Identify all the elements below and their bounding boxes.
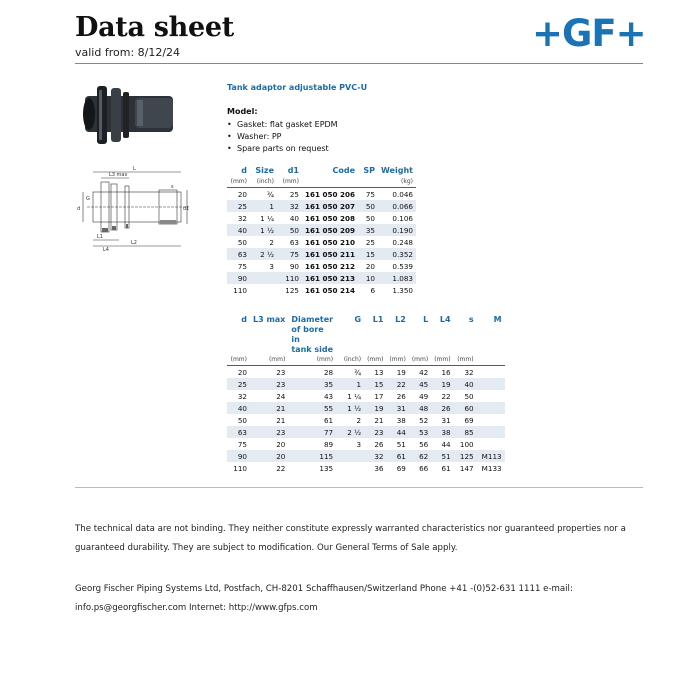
table-cell: 32	[454, 366, 477, 379]
dimension-table-1	[227, 164, 416, 296]
table-cell: 55	[288, 402, 336, 414]
table-cell: 0.106	[392, 213, 413, 223]
table-row	[227, 260, 416, 272]
table-cell: 90	[289, 261, 299, 271]
col-unit: (kg)	[401, 178, 413, 185]
table-cell: 10	[358, 272, 378, 284]
table-cell: 22	[441, 391, 451, 401]
table-cell: 1 ½	[250, 224, 277, 236]
table-cell: 17	[374, 391, 384, 401]
drawing-label-l4: L4	[103, 247, 109, 252]
col-header: d	[241, 315, 247, 324]
table-row	[227, 236, 416, 248]
table-cell: 1.350	[392, 285, 413, 295]
table-cell: 23	[250, 426, 288, 438]
col-unit	[302, 176, 358, 188]
table-cell: M133	[481, 463, 502, 473]
table-cell: 50	[237, 237, 247, 247]
table-cell: 22	[276, 463, 286, 473]
table-cell: 135	[319, 463, 334, 473]
table-cell: 19	[364, 402, 386, 414]
table-cell: 69	[464, 415, 474, 425]
table-cell: 40	[454, 378, 477, 390]
table-cell: 26	[431, 402, 453, 414]
table-cell	[250, 272, 277, 284]
table-cell: 161 050 210	[305, 237, 356, 247]
col-unit: (inch)	[256, 178, 274, 185]
valid-from: valid from: 8/12/24	[75, 46, 181, 59]
table-cell: 50	[464, 391, 474, 401]
table-cell: 75	[237, 439, 247, 449]
table-cell: 23	[250, 366, 288, 379]
table-cell: 56	[419, 439, 429, 449]
table-cell: 25	[227, 200, 250, 212]
feature-item: • Gasket: flat gasket EPDM	[227, 119, 338, 131]
technical-drawing	[75, 160, 195, 252]
col-unit	[358, 176, 378, 188]
table-row	[227, 450, 505, 462]
table-cell: 40	[227, 224, 250, 236]
col-header: L3 max	[253, 315, 286, 324]
table-cell: 6	[370, 285, 376, 295]
table-row	[227, 438, 505, 450]
table-cell	[477, 402, 505, 414]
table-cell: 15	[364, 378, 386, 390]
table-cell: 35	[288, 378, 336, 390]
table-cell: 21	[250, 402, 288, 414]
col-unit: (mm)	[411, 356, 429, 363]
table-cell: 69	[396, 463, 406, 473]
table-cell: 38	[396, 415, 406, 425]
col-header: L4	[439, 315, 451, 324]
table-cell: 32	[364, 450, 386, 462]
table-cell: 20	[250, 450, 288, 462]
col-header: L	[423, 315, 429, 324]
table-cell: 25	[365, 237, 376, 247]
header-divider	[75, 63, 643, 64]
disclaimer-text: The technical data are not binding. They neither constitute expressly warranted characteristics nor guaranteed properties nor a guaranteed durability. They are subject to modification. Our General Terms of Sale apply.	[75, 524, 626, 553]
table-cell	[477, 414, 505, 426]
col-unit: (mm)	[367, 356, 384, 363]
table-cell	[477, 426, 505, 438]
drawing-label-d1: d1	[183, 206, 190, 212]
col-header: G	[354, 315, 362, 324]
table-cell: 20	[227, 366, 250, 379]
table-cell: 161 050 208	[305, 213, 356, 223]
table-cell: 32	[237, 213, 247, 223]
table-cell: 44	[386, 426, 408, 438]
table-cell: 50	[277, 224, 302, 236]
table-row	[227, 402, 505, 414]
table-cell: 0.190	[378, 224, 416, 236]
drawing-label-l: L	[133, 166, 136, 172]
feature-list	[227, 119, 338, 155]
col-unit	[477, 355, 505, 366]
table-cell: 21	[276, 415, 286, 425]
table-cell: 77	[288, 426, 336, 438]
table-row	[227, 378, 505, 390]
drawing-label-l2: L2	[131, 240, 137, 246]
model-heading: Model:	[227, 107, 258, 116]
col-header: s	[468, 315, 474, 324]
table-cell: 75	[358, 188, 378, 201]
table-cell: 31	[386, 402, 408, 414]
table-row	[227, 212, 416, 224]
product-title: Tank adaptor adjustable PVC-U	[227, 83, 368, 92]
table-cell: 161 050 206	[302, 188, 358, 201]
table-cell: 25	[277, 188, 302, 201]
col-unit: (mm)	[389, 356, 406, 363]
table-cell: 115	[288, 450, 336, 462]
col-header: Weight	[381, 166, 413, 175]
table-cell: 62	[409, 450, 431, 462]
table-cell: 25	[227, 378, 250, 390]
table-cell: 1 ¼	[260, 213, 274, 223]
table-cell: 0.046	[378, 188, 416, 201]
table-row	[227, 462, 505, 474]
col-header: SP	[363, 166, 376, 175]
table-cell: 44	[441, 439, 451, 449]
table-cell: 75	[237, 261, 247, 271]
feature-item: • Washer: PP	[227, 131, 338, 143]
table-cell: 0.352	[378, 248, 416, 260]
table-cell: 26	[396, 391, 406, 401]
table-cell: 16	[431, 366, 453, 379]
table-cell: 45	[409, 378, 431, 390]
table-cell: 26	[374, 439, 384, 449]
table-cell: 0.066	[378, 200, 416, 212]
table-cell: 40	[289, 213, 299, 223]
table-cell: 63	[227, 426, 250, 438]
table-cell: 50	[237, 415, 247, 425]
table-cell	[477, 378, 505, 390]
table-cell: ¾	[250, 188, 277, 201]
dimension-table-2	[227, 315, 505, 474]
table-cell: 161 050 213	[302, 272, 358, 284]
table-cell: 1 ¼	[347, 391, 362, 401]
table-cell: 2 ½	[250, 248, 277, 260]
table-cell: ¾	[336, 366, 364, 379]
col-header: L1	[372, 315, 384, 324]
table-row	[227, 224, 416, 236]
table-cell: 32	[277, 200, 302, 212]
table-cell: 85	[454, 426, 477, 438]
col-unit: (mm)	[434, 356, 451, 363]
table-cell: 2	[356, 415, 362, 425]
feature-item: • Spare parts on request	[227, 143, 338, 155]
table-cell: 50	[358, 200, 378, 212]
col-unit: (mm)	[230, 356, 247, 363]
table-cell: 32	[237, 391, 247, 401]
col-unit: (mm)	[230, 178, 247, 185]
table-cell: 1	[250, 200, 277, 212]
drawing-label-s: s	[171, 184, 174, 190]
table-cell: 110	[233, 285, 247, 295]
table-cell: 100	[459, 439, 474, 449]
table-cell: 1 ½	[336, 402, 364, 414]
table-row	[227, 248, 416, 260]
table-cell: 161 050 212	[305, 261, 356, 271]
table-cell: 161 050 209	[302, 224, 358, 236]
table-cell: 63	[289, 237, 299, 247]
table-cell: 66	[419, 463, 429, 473]
col-header: Size	[255, 166, 274, 175]
table-cell: 35	[358, 224, 378, 236]
col-header: d1	[287, 166, 299, 175]
table-cell: 89	[323, 439, 334, 449]
drawing-label-d: d	[77, 206, 81, 212]
product-photo	[75, 82, 185, 150]
table-cell: 125	[285, 285, 299, 295]
col-unit: (inch)	[343, 356, 362, 363]
gf-logo: +GF+	[532, 12, 646, 55]
table-cell: 3	[356, 439, 362, 449]
table-cell: 23	[250, 378, 288, 390]
table-cell: 63	[227, 248, 250, 260]
table-row	[227, 414, 505, 426]
table-row	[227, 426, 505, 438]
table-cell: 61	[386, 450, 408, 462]
col-unit: (mm)	[282, 178, 299, 185]
table-cell: 1.083	[378, 272, 416, 284]
drawing-label-l1: L1	[97, 234, 103, 240]
table-cell	[477, 438, 505, 450]
table-cell: 22	[386, 378, 408, 390]
table-row	[227, 284, 416, 296]
table-cell: 31	[441, 415, 451, 425]
table-cell: 2 ½	[336, 426, 364, 438]
table-cell: 20	[365, 261, 376, 271]
table-cell: 20	[276, 439, 286, 449]
table-cell: 161 050 214	[305, 285, 356, 295]
table-cell: 21	[374, 415, 384, 425]
table-cell: 20	[227, 188, 250, 201]
table-cell: 43	[323, 391, 334, 401]
table-cell	[477, 390, 505, 402]
table-cell: 147	[459, 463, 474, 473]
table-cell: 125	[454, 450, 477, 462]
table-cell: 3	[269, 261, 274, 271]
col-unit: (mm)	[268, 356, 286, 363]
table-cell: 53	[409, 426, 431, 438]
table-cell: M113	[477, 450, 505, 462]
table-cell: 161 050 211	[302, 248, 358, 260]
table-cell: 23	[364, 426, 386, 438]
section-divider	[75, 487, 643, 488]
table-cell: 52	[419, 415, 429, 425]
table-cell	[477, 366, 505, 379]
table-cell: 51	[431, 450, 453, 462]
table-cell: 42	[409, 366, 431, 379]
table-row	[227, 200, 416, 212]
drawing-label-g: G	[86, 196, 90, 202]
table-cell: 24	[276, 391, 286, 401]
table-cell: 48	[409, 402, 431, 414]
table-cell: 50	[365, 213, 376, 223]
col-unit: (mm)	[457, 356, 474, 363]
table-cell: 61	[323, 415, 334, 425]
table-cell: 161 050 207	[302, 200, 358, 212]
table-row	[227, 390, 505, 402]
col-header: M	[493, 315, 502, 324]
table-cell: 90	[227, 450, 250, 462]
col-header: Code	[332, 166, 356, 175]
table-cell: 13	[364, 366, 386, 379]
col-unit: (mm)	[316, 356, 334, 363]
table-cell: 110	[277, 272, 302, 284]
table-cell: 90	[227, 272, 250, 284]
table-cell: 15	[358, 248, 378, 260]
table-cell: 19	[431, 378, 453, 390]
col-header: L2	[395, 315, 406, 324]
table-cell: 60	[454, 402, 477, 414]
table-cell: 38	[431, 426, 453, 438]
table-cell: 28	[288, 366, 336, 379]
table-cell: 2	[269, 237, 274, 247]
col-header: Diameter of bore in tank side	[291, 315, 334, 354]
contact-text: Georg Fischer Piping Systems Ltd, Postfach, CH-8201 Schaffhausen/Switzerland Phone +41 -(0)52-631 1111 e-mail: info.ps@georgfischer.com Internet: http://www.gfps.com	[75, 584, 573, 613]
table-cell: 0.539	[392, 261, 413, 271]
table-cell: 75	[277, 248, 302, 260]
col-header: d	[241, 166, 247, 175]
table-cell	[250, 284, 277, 296]
table-cell: 0.248	[392, 237, 413, 247]
table-cell: 36	[374, 463, 384, 473]
table-cell: 40	[227, 402, 250, 414]
table-cell: 51	[396, 439, 406, 449]
table-cell	[336, 450, 364, 462]
table-row	[227, 188, 416, 201]
table-cell: 1	[336, 378, 364, 390]
table-cell: 61	[441, 463, 451, 473]
table-row	[227, 366, 505, 379]
table-cell: 49	[419, 391, 429, 401]
table-cell: 110	[233, 463, 247, 473]
page-title: Data sheet	[75, 12, 234, 43]
table-row	[227, 272, 416, 284]
table-cell: 19	[386, 366, 408, 379]
drawing-label-l3: L3 max	[109, 172, 128, 178]
table-cell	[336, 462, 364, 474]
